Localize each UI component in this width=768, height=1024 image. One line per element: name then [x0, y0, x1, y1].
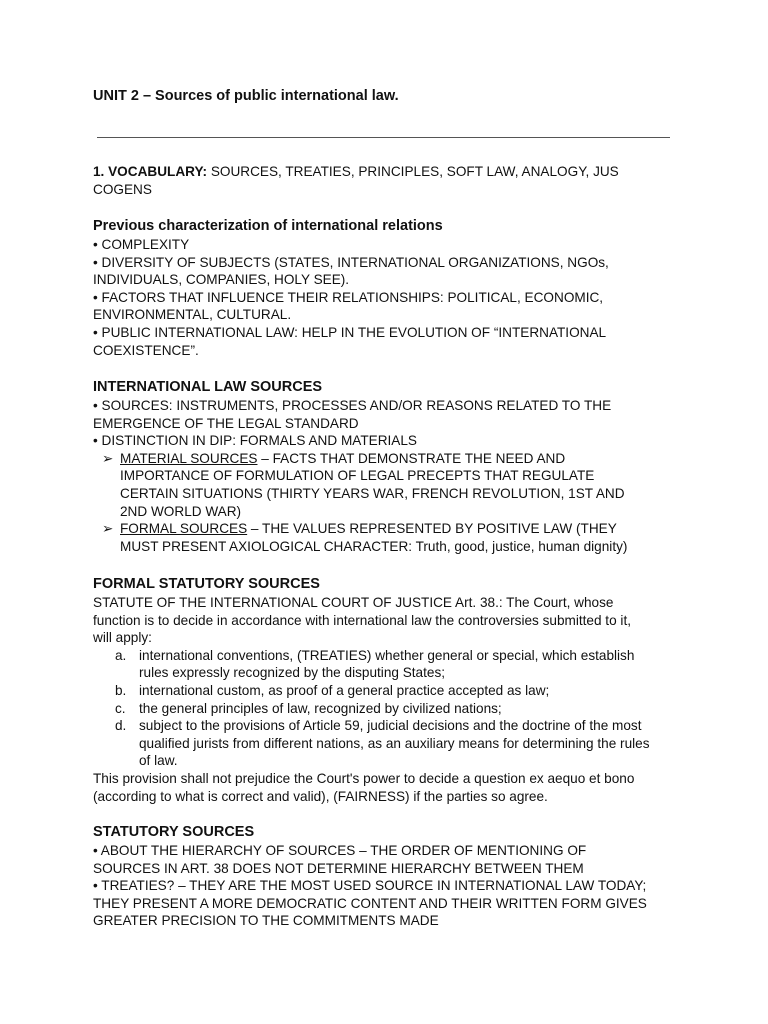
- list-marker: c.: [115, 700, 126, 716]
- text-line: will apply:: [93, 630, 152, 646]
- text-line: 2ND WORLD WAR): [120, 503, 242, 519]
- formal-sources-text: – THE VALUES REPRESENTED BY POSITIVE LAW (THEY: [247, 521, 617, 537]
- text-line: function is to decide in accordance with international law the controversies submitted to it,: [93, 612, 631, 628]
- vocabulary-section: [93, 163, 683, 198]
- text-line: GREATER PRECISION TO THE COMMITMENTS MADE: [93, 913, 439, 929]
- text-line: subject to the provisions of Article 59, judicial decisions and the doctrine of the most: [139, 718, 642, 734]
- arrow-bullet-icon: ➢: [102, 450, 114, 466]
- text-line: • DISTINCTION IN DIP: FORMALS AND MATERIALS: [93, 433, 417, 449]
- international-law-sources-section: [93, 378, 683, 555]
- text-line: • ABOUT THE HIERARCHY OF SOURCES – THE ORDER OF MENTIONING OF: [93, 843, 587, 858]
- section-heading-ss: STATUTORY SOURCES: [93, 824, 255, 840]
- text-line: • FACTORS THAT INFLUENCE THEIR RELATIONSHIPS: POLITICAL, ECONOMIC,: [93, 289, 604, 305]
- material-sources-item: [93, 450, 683, 520]
- text-line: THEY PRESENT A MORE DEMOCRATIC CONTENT AND THEIR WRITTEN FORM GIVES: [93, 895, 647, 911]
- text-line: STATUTE OF THE INTERNATIONAL COURT OF JUSTICE Art. 38.: The Court, whose: [93, 595, 614, 610]
- text-line: COEXISTENCE”.: [93, 342, 199, 358]
- list-item: [93, 647, 683, 682]
- text-line: • COMPLEXITY: [93, 237, 190, 252]
- text-line: the general principles of law, recognized by civilized nations;: [139, 700, 502, 716]
- section-heading-fss: FORMAL STATUTORY SOURCES: [93, 576, 320, 592]
- text-line: • PUBLIC INTERNATIONAL LAW: HELP IN THE EVOLUTION OF “INTERNATIONAL: [93, 324, 607, 340]
- statutory-sources-section: [93, 823, 683, 930]
- text-line: MUST PRESENT AXIOLOGICAL CHARACTER: Truth, good, justice, human dignity): [120, 538, 628, 554]
- vocabulary-label: 1. VOCABULARY:: [93, 164, 208, 179]
- text-line: international conventions, (TREATIES) whether general or special, which establish: [139, 647, 635, 663]
- formal-statutory-sources-section: [93, 575, 683, 805]
- text-line: • DIVERSITY OF SUBJECTS (STATES, INTERNATIONAL ORGANIZATIONS, NGOs,: [93, 254, 609, 270]
- text-line: IMPORTANCE OF FORMULATION OF LEGAL PRECEPTS THAT REGULATE: [120, 468, 595, 484]
- formal-sources-label: FORMAL SOURCES: [120, 521, 248, 537]
- list-item: [93, 682, 683, 700]
- vocabulary-text: SOURCES, TREATIES, PRINCIPLES, SOFT LAW, ANALOGY, JUS: [207, 164, 619, 179]
- text-line: (according to what is correct and valid), (FAIRNESS) if the parties so agree.: [93, 788, 548, 804]
- previous-characterization-section: [93, 217, 683, 359]
- list-marker: b.: [115, 682, 127, 698]
- text-line: ENVIRONMENTAL, CULTURAL.: [93, 307, 292, 323]
- text-line: • SOURCES: INSTRUMENTS, PROCESSES AND/OR REASONS RELATED TO THE: [93, 398, 612, 413]
- text-line: EMERGENCE OF THE LEGAL STANDARD: [93, 415, 359, 431]
- section-heading-previous: Previous characterization of international relations: [93, 218, 443, 234]
- material-sources-text: – FACTS THAT DEMONSTRATE THE NEED AND: [257, 450, 566, 466]
- list-marker: d.: [115, 718, 127, 734]
- page-title: UNIT 2 – Sources of public international law.: [93, 88, 399, 104]
- text-line: qualified jurists from different nations, as an auxiliary means for determining the rules: [139, 735, 650, 751]
- formal-sources-item: [93, 520, 683, 555]
- vocabulary-text-cont: COGENS: [93, 181, 152, 197]
- text-line: international custom, as proof of a general practice accepted as law;: [139, 682, 550, 698]
- text-line: rules expressly recognized by the disputing States;: [139, 665, 446, 681]
- material-sources-label: MATERIAL SOURCES: [120, 450, 258, 466]
- text-line: • TREATIES? – THEY ARE THE MOST USED SOURCE IN INTERNATIONAL LAW TODAY;: [93, 878, 647, 894]
- list-item: [93, 700, 683, 718]
- arrow-bullet-icon: ➢: [102, 521, 114, 537]
- text-line: SOURCES IN ART. 38 DOES NOT DETERMINE HIERARCHY BETWEEN THEM: [93, 860, 584, 876]
- list-marker: a.: [115, 647, 127, 663]
- section-heading-ils: INTERNATIONAL LAW SOURCES: [93, 379, 323, 395]
- text-line: INDIVIDUALS, COMPANIES, HOLY SEE).: [93, 272, 350, 288]
- text-line: CERTAIN SITUATIONS (THIRTY YEARS WAR, FRENCH REVOLUTION, 1ST AND: [120, 485, 625, 501]
- horizontal-divider: [97, 137, 670, 138]
- list-item: [93, 717, 683, 770]
- text-line: of law.: [139, 753, 178, 769]
- text-line: This provision shall not prejudice the Court's power to decide a question ex aequo et bono: [93, 770, 635, 786]
